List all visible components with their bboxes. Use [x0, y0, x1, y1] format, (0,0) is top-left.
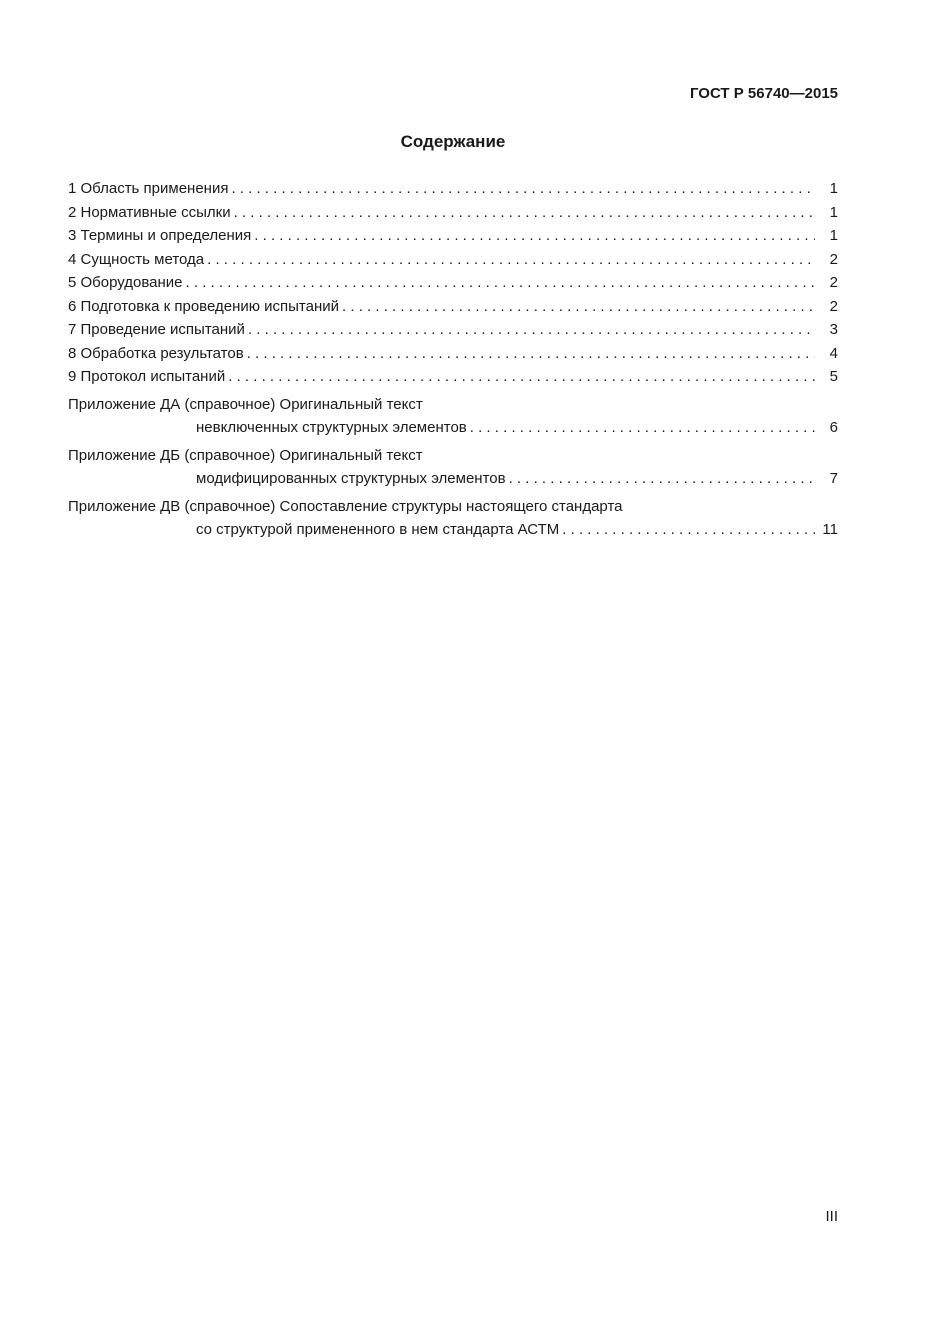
toc-entry [68, 318, 838, 342]
toc-entry-text: Приложение ДБ (справочное) Оригинальный текст [68, 446, 423, 464]
toc-entry-line [68, 248, 838, 272]
toc-page-number: 1 [829, 227, 838, 244]
toc-entry [68, 495, 838, 542]
toc-page-number: 3 [829, 321, 838, 338]
toc-entry-continuation: со структурой примененного в нем стандарта АСТМ [196, 521, 560, 538]
toc-dot-leader [207, 248, 815, 272]
toc-entry-line [68, 518, 838, 542]
toc-entry-line [68, 365, 838, 389]
table-of-contents [68, 177, 838, 542]
toc-dot-leader [247, 342, 815, 366]
toc-entry-text: Приложение ДВ (справочное) Сопоставление структуры настоящего стандарта [68, 497, 623, 515]
toc-entry [68, 393, 838, 440]
toc-entry-line [68, 467, 838, 491]
toc-dot-leader [234, 201, 815, 225]
toc-page-number: 11 [822, 521, 838, 538]
toc-entry-text: 8 Обработка результатов [68, 344, 244, 362]
toc-dot-leader [470, 416, 815, 440]
toc-entry-continuation: модифицированных структурных элементов [196, 470, 506, 487]
toc-page-number: 1 [829, 203, 838, 221]
toc-page-number: 2 [829, 297, 838, 315]
toc-entry-text: 3 Термины и определения [68, 227, 252, 244]
toc-entry-text: 4 Сущность метода [68, 250, 205, 268]
toc-entry-text: 5 Оборудование [68, 274, 183, 291]
toc-entry-line [68, 201, 838, 225]
toc-dot-leader [231, 177, 815, 201]
toc-entry-line [68, 271, 838, 295]
toc-page-number: 5 [829, 368, 838, 385]
toc-entry-text: 9 Протокол испытаний [68, 368, 226, 385]
toc-entry-text: 2 Нормативные ссылки [68, 203, 231, 221]
toc-entry-line [68, 342, 838, 366]
toc-dot-leader [254, 224, 815, 248]
toc-dot-leader [228, 365, 815, 389]
toc-entry-text: Приложение ДА (справочное) Оригинальный текст [68, 395, 423, 413]
page-header: ГОСТ Р 56740—2015 [689, 85, 838, 102]
toc-entry-text: 7 Проведение испытаний [68, 321, 245, 338]
toc-page-number: 1 [829, 180, 838, 197]
toc-entry [68, 342, 838, 366]
toc-entry [68, 201, 838, 225]
toc-entry [68, 177, 838, 201]
toc-entry [68, 444, 838, 491]
toc-entry [68, 271, 838, 295]
toc-dot-leader [342, 295, 815, 319]
toc-page-number: 2 [829, 250, 838, 268]
toc-entry [68, 248, 838, 272]
toc-entry [68, 295, 838, 319]
toc-entry-line [68, 416, 838, 440]
toc-dot-leader [248, 318, 815, 342]
page-title: Содержание [400, 132, 506, 151]
toc-entry-text: 1 Область применения [68, 180, 229, 197]
toc-entry-continuation: невключенных структурных элементов [196, 419, 467, 436]
toc-dot-leader [562, 518, 815, 542]
toc-page-number: 4 [829, 344, 838, 362]
toc-page-number: 2 [829, 274, 838, 291]
toc-entry-line [68, 318, 838, 342]
page-footer: III [825, 1208, 838, 1225]
toc-entry-text: 6 Подготовка к проведению испытаний [68, 297, 340, 315]
toc-page-number: 7 [829, 470, 838, 487]
toc-entry [68, 224, 838, 248]
toc-entry [68, 365, 838, 389]
toc-dot-leader [509, 467, 815, 491]
toc-dot-leader [186, 271, 815, 295]
toc-entry-line [68, 224, 838, 248]
toc-entry-line [68, 177, 838, 201]
toc-entry-line [68, 295, 838, 319]
toc-page-number: 6 [829, 419, 838, 436]
